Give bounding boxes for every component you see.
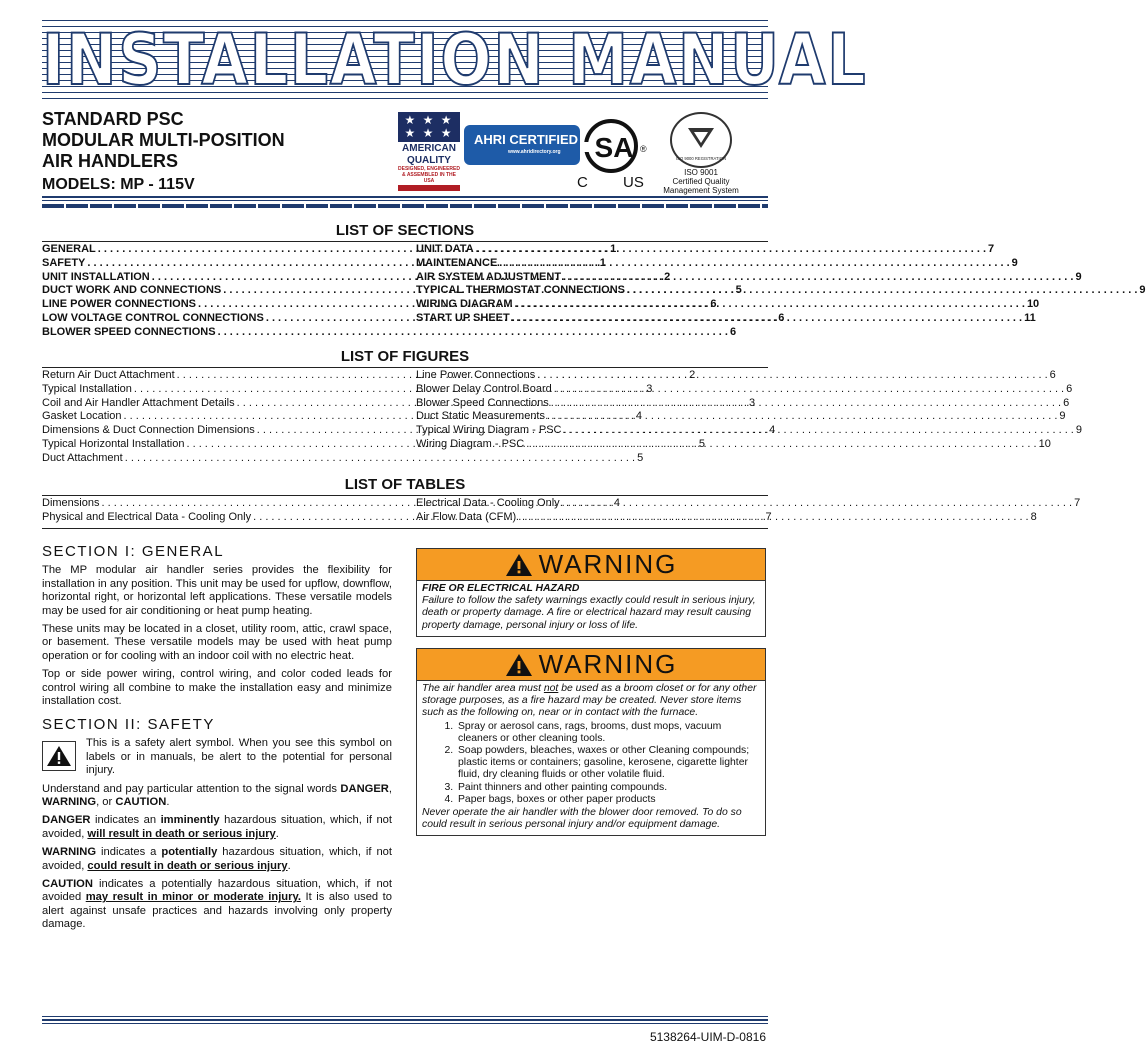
- section-general-heading: SECTION I: GENERAL: [42, 543, 225, 560]
- aq-line-1: AMERICAN: [402, 143, 456, 154]
- toc-row[interactable]: LOW VOLTAGE CONTROL CONNECTIONS . . . 6: [42, 312, 390, 326]
- toc-row[interactable]: LINE POWER CONNECTIONS . . . 6: [42, 298, 390, 312]
- aq-tagline: DESIGNED, ENGINEERED & ASSEMBLED IN THE USA: [398, 166, 460, 184]
- hazard-items-list: [456, 721, 760, 806]
- footer-rule-2: [42, 1019, 768, 1021]
- toc-row[interactable]: MAINTENANCE . . . 9: [416, 257, 764, 271]
- toc-row[interactable]: START UP SHEET . . . 11: [416, 312, 764, 326]
- toc-row[interactable]: Typical Installation . . . 3: [42, 383, 390, 397]
- warning-title: FIRE OR ELECTRICAL HAZARD: [422, 583, 580, 594]
- toc-row[interactable]: Return Air Duct Attachment . . . 2: [42, 369, 390, 383]
- product-line-2: MODULAR MULTI-POSITION: [42, 130, 285, 150]
- tables-list-bottom-rule: [42, 528, 768, 529]
- toc-row[interactable]: Blower Speed Connections . . . 6: [416, 397, 764, 411]
- iso-line-1: ISO 9001: [684, 168, 718, 177]
- section-safety-heading: SECTION II: SAFETY: [42, 716, 215, 733]
- general-paragraph-3: Top or side power wiring, control wiring, and color coded leads for control wiring all combine to make the installation easy and minimize installation cost.: [42, 668, 392, 708]
- warning-triangle-icon: [505, 553, 533, 577]
- manual-title-text: INSTALLATION MANUAL: [42, 19, 868, 101]
- aq-line-2: QUALITY: [407, 155, 451, 166]
- models-label: MODELS: MP - 115V: [42, 176, 195, 193]
- product-block: [42, 109, 285, 194]
- toc-row[interactable]: Duct Static Measurements . . . 9: [416, 410, 764, 424]
- safety-symbol-text: This is a safety alert symbol. When you see this symbol on labels or in manuals, be alert to the potential for personal injury.: [86, 737, 392, 777]
- svg-text:®: ®: [640, 144, 647, 154]
- warning-definition: WARNING indicates a potentially hazardous situation, which, if not avoided, could result in death or serious injury.: [42, 846, 393, 872]
- toc-row[interactable]: Electrical Data - Cooling Only . . . 7: [416, 497, 764, 511]
- signal-words-paragraph: Understand and pay particular attention to the signal words DANGER, WARNING, or CAUTION.: [42, 782, 392, 809]
- product-line-1: STANDARD PSC: [42, 109, 184, 129]
- toc-row[interactable]: WIRING DIAGRAM . . . 10: [416, 298, 764, 312]
- ahri-url: www.ahridirectory.org: [508, 149, 561, 155]
- caution-definition: CAUTION indicates a potentially hazardous situation, which, if not avoided may result in minor or moderate injury. It is also used to alert against unsafe practices and hazards involving only property damage.: [42, 878, 393, 931]
- toc-row[interactable]: Gasket Location . . . 4: [42, 410, 390, 424]
- warning-box-fire-hazard: [416, 548, 766, 637]
- warning-triangle-icon: [505, 653, 533, 677]
- sections-list-rule: [42, 241, 768, 242]
- toc-row[interactable]: Wiring Diagram - PSC . . . 10: [416, 438, 764, 452]
- manual-title: [42, 19, 868, 101]
- iso-logo: [660, 112, 742, 195]
- aq-red-bar: [398, 185, 460, 191]
- warning-body: [417, 581, 765, 636]
- toc-row[interactable]: UNIT INSTALLATION . . . 2: [42, 271, 390, 285]
- safety-symbol-row: [42, 737, 392, 782]
- warning-label: WARNING: [538, 649, 678, 679]
- iso-seal-icon: [670, 112, 732, 168]
- csa-mark-icon: [583, 118, 647, 176]
- toc-row[interactable]: Dimensions & Duct Connection Dimensions . . . 4: [42, 424, 390, 438]
- danger-definition: DANGER indicates an imminently hazardous situation, which, if not avoided, will result in death or serious injury.: [42, 814, 392, 840]
- product-line-3: AIR HANDLERS: [42, 151, 179, 171]
- toc-row[interactable]: Dimensions . . . 4: [42, 497, 390, 511]
- warning-intro: The air handler area must not be used as a broom closet or for any other storage purposes, as a fire hazard may be created. Never store items such as the following on, near or in contact with the furnace.: [422, 683, 757, 719]
- list-item: 2. Soap powders, bleaches, waxes or other Cleaning compounds; plastic items or containers; gasoline, kerosene, cigarette lighter fluid, dry cleaning fluids or other volatile fluid.: [456, 745, 760, 782]
- iso-ring-text: ISO 9000 REGISTRATION: [676, 156, 726, 161]
- ahri-label: AHRI CERTIFIED: [474, 132, 578, 147]
- toc-row[interactable]: Duct Attachment . . . 5: [42, 452, 390, 466]
- sections-list-right: [416, 243, 1146, 326]
- general-paragraph-2: These units may be located in a closet, utility room, attic, crawl space, or basement. These versatile models may be used with heat pump operation or for cooling with an indoor coil with no electric heat.: [42, 623, 392, 662]
- warning-text: Failure to follow the safety warnings exactly could result in serious injury, death or property damage. A fire or electrical hazard may result causing property damage, personal injury or loss of life.: [422, 595, 756, 631]
- sections-list-heading: LIST OF SECTIONS: [335, 222, 475, 239]
- csa-us: US: [623, 174, 644, 191]
- warning-body: [417, 681, 765, 835]
- csa-c: C: [577, 174, 588, 191]
- warning-header: [417, 649, 765, 681]
- header-rule: [42, 196, 768, 201]
- toc-row[interactable]: Air Flow Data (CFM) . . . 8: [416, 511, 764, 525]
- figures-list-heading: LIST OF FIGURES: [340, 348, 470, 365]
- toc-row[interactable]: Coil and Air Handler Attachment Details . . . 3: [42, 397, 390, 411]
- figures-list-rule: [42, 367, 768, 368]
- iso-line-2: Certified Quality: [672, 177, 730, 186]
- list-item: 4. Paper bags, boxes or other paper products: [456, 794, 760, 806]
- csa-logo: [577, 118, 647, 192]
- list-item: 3. Paint thinners and other painting compounds.: [456, 782, 760, 794]
- general-paragraph-1: The MP modular air handler series provides the flexibility for installation in any position. This unit may be used for upflow, downflow, horizontal right, or horizontal left applications. These versatile models may be used for air conditioning or heat pump heating.: [42, 564, 392, 617]
- warning-box-storage: [416, 648, 766, 836]
- ahri-certified-logo: [464, 125, 580, 165]
- header-dash-rule: [42, 204, 768, 208]
- toc-row[interactable]: Line Power Connections . . . 6: [416, 369, 764, 383]
- document-number: 5138264-UIM-D-0816: [649, 1030, 766, 1044]
- section-general: [42, 545, 392, 713]
- figures-list-right: [416, 369, 1082, 452]
- toc-row[interactable]: SAFETY . . . 1: [42, 257, 390, 271]
- toc-row[interactable]: Physical and Electrical Data - Cooling Only . . . 7: [42, 511, 390, 525]
- toc-row[interactable]: GENERAL . . . 1: [42, 243, 390, 257]
- toc-row[interactable]: Typical Horizontal Installation . . . 5: [42, 438, 390, 452]
- section-safety: [42, 718, 392, 937]
- csa-mark-text: SA: [594, 132, 634, 163]
- toc-row[interactable]: TYPICAL THERMOSTAT CONNECTIONS . . . 9: [416, 284, 764, 298]
- american-quality-logo: [398, 112, 460, 192]
- tables-list-rule: [42, 495, 768, 496]
- footer-rule-3: [42, 1023, 768, 1024]
- star-flag-icon: ★ ★ ★ ★ ★ ★: [398, 112, 460, 142]
- warning-outro: Never operate the air handler with the blower door removed. To do so could result in serious personal injury and/or equipment damage.: [422, 807, 742, 831]
- tables-list-right: [416, 497, 1081, 525]
- toc-row[interactable]: AIR SYSTEM ADJUSTMENT . . . 9: [416, 271, 764, 285]
- tables-list-heading: LIST OF TABLES: [344, 476, 466, 493]
- toc-row[interactable]: UNIT DATA . . . 7: [416, 243, 764, 257]
- warning-header: [417, 549, 765, 581]
- footer-rule-1: [42, 1016, 768, 1017]
- list-item: 1. Spray or aerosol cans, rags, brooms, dust mops, vacuum cleaners or other cleaning tools.: [456, 721, 760, 745]
- toc-row[interactable]: BLOWER SPEED CONNECTIONS . . . 6: [42, 326, 390, 340]
- safety-alert-icon: [42, 741, 76, 771]
- iso-line-3: Management System: [663, 186, 739, 195]
- toc-row[interactable]: Blower Delay Control Board . . . 6: [416, 383, 764, 397]
- toc-row[interactable]: Typical Wiring Diagram - PSC . . . 9: [416, 424, 764, 438]
- title-banner: [42, 19, 868, 101]
- warning-label: WARNING: [538, 549, 678, 579]
- toc-row[interactable]: DUCT WORK AND CONNECTIONS . . . 5: [42, 284, 390, 298]
